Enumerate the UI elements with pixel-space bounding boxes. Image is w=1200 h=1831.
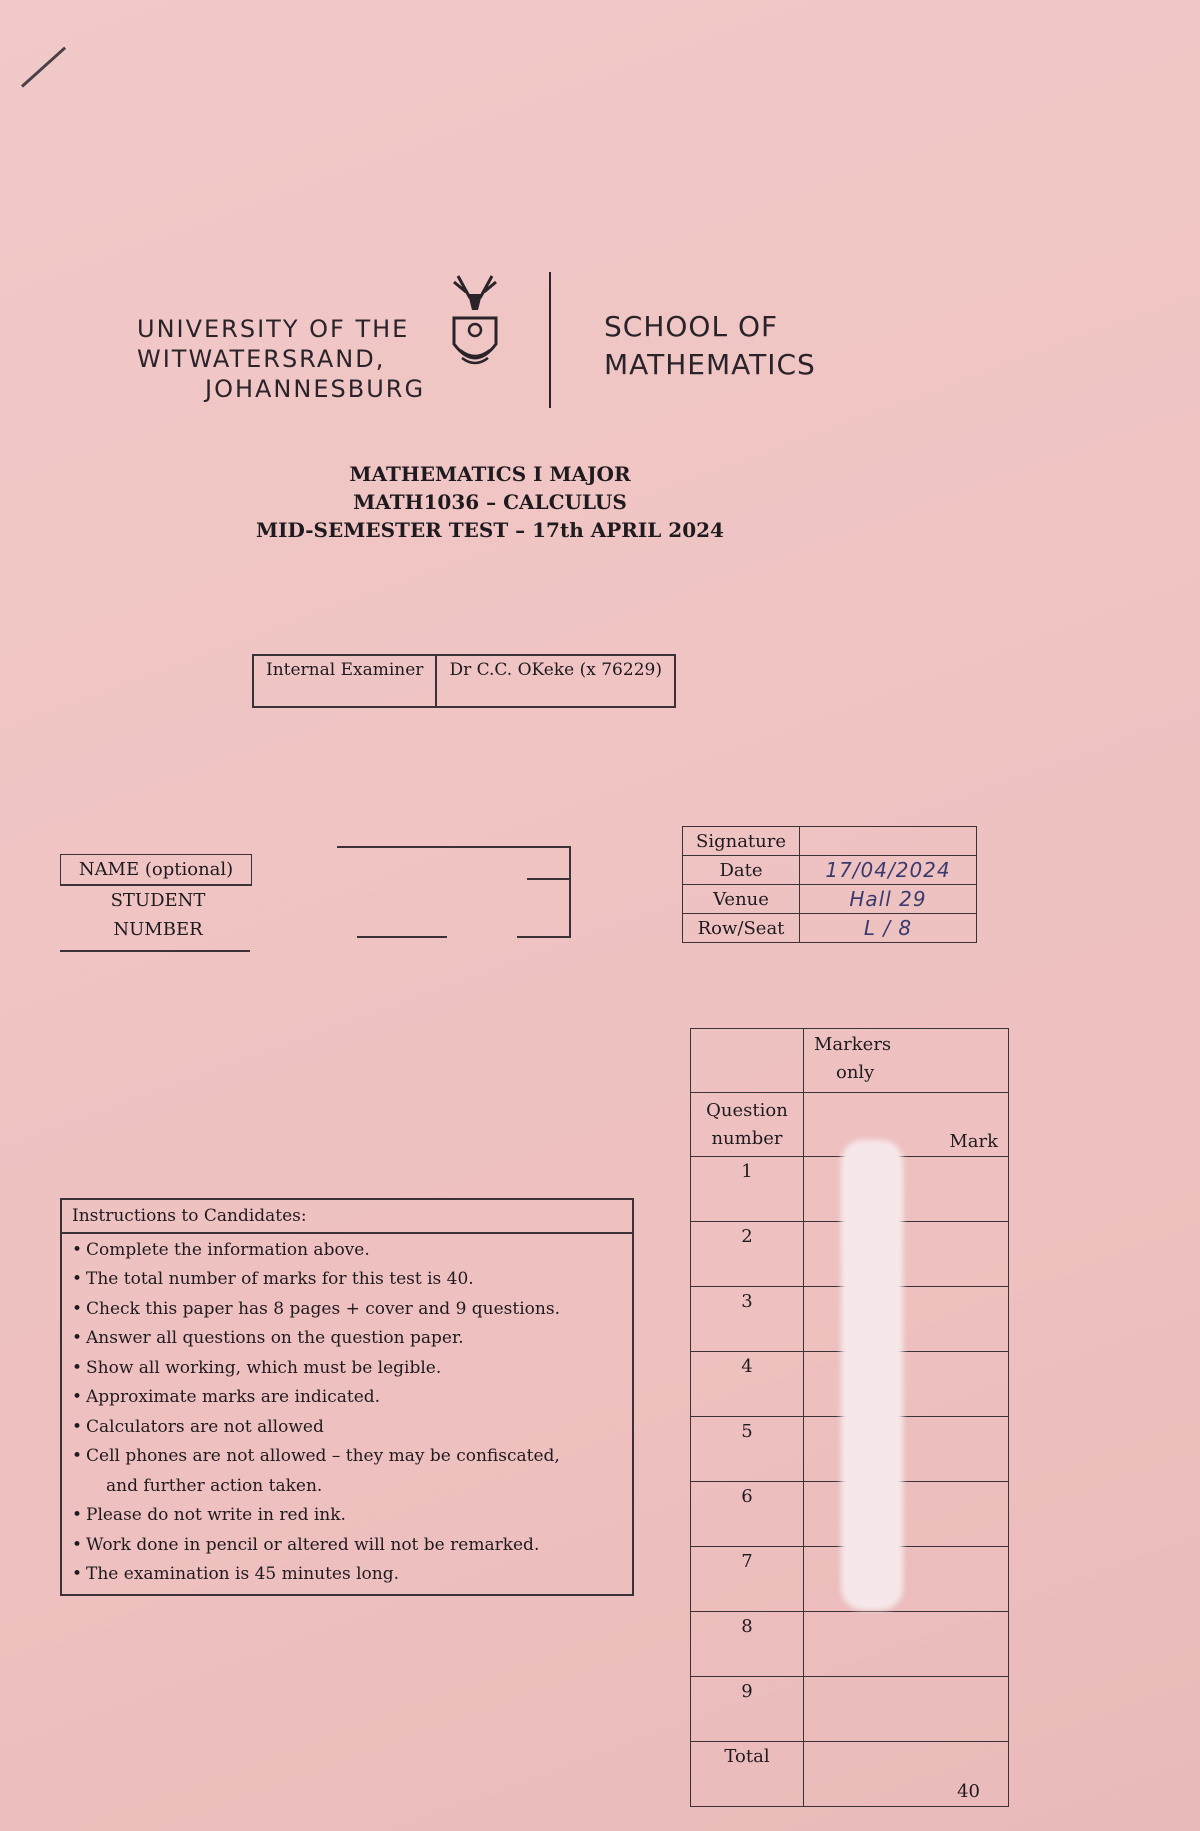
mark-cell[interactable] bbox=[804, 1612, 1009, 1677]
instructions-box bbox=[60, 1198, 634, 1596]
redaction-mark bbox=[841, 1140, 903, 1610]
markers-corner bbox=[691, 1029, 804, 1093]
row-seat-label: Row/Seat bbox=[683, 914, 800, 943]
instruction-item: • Please do not write in red ink. bbox=[72, 1501, 622, 1531]
question-header-line-2: number bbox=[711, 1128, 783, 1149]
row-seat-value[interactable]: L / 8 bbox=[800, 914, 977, 943]
school-name bbox=[604, 308, 816, 384]
total-label: Total bbox=[691, 1742, 804, 1807]
course-code: MATH1036 – CALCULUS bbox=[353, 490, 627, 514]
question-number-cell: 7 bbox=[691, 1547, 804, 1612]
school-line-1: SCHOOL OF bbox=[604, 310, 779, 343]
instruction-item: • Check this paper has 8 pages + cover and 9 questions. bbox=[72, 1295, 622, 1325]
signature-label: Signature bbox=[683, 827, 800, 856]
mark-cell[interactable] bbox=[804, 1287, 1009, 1352]
university-line-1: UNIVERSITY OF THE bbox=[137, 315, 410, 343]
mark-cell[interactable] bbox=[804, 1222, 1009, 1287]
venue-value[interactable]: Hall 29 bbox=[800, 885, 977, 914]
instruction-item: • Calculators are not allowed bbox=[72, 1413, 622, 1443]
mark-header: Mark bbox=[804, 1093, 1009, 1157]
school-line-2: MATHEMATICS bbox=[604, 348, 816, 381]
course-title: MATHEMATICS I MAJOR bbox=[349, 462, 631, 486]
instruction-item: • Approximate marks are indicated. bbox=[72, 1383, 622, 1413]
mark-cell[interactable] bbox=[804, 1417, 1009, 1482]
examiner-label: Internal Examiner bbox=[253, 655, 436, 707]
number-label: NUMBER bbox=[113, 919, 203, 940]
total-value: 40 bbox=[804, 1742, 1009, 1807]
student-label: STUDENT bbox=[110, 890, 206, 911]
markers-header bbox=[804, 1029, 1009, 1093]
header-divider bbox=[549, 272, 551, 408]
venue-label: Venue bbox=[683, 885, 800, 914]
question-number-cell: 2 bbox=[691, 1222, 804, 1287]
question-number-cell: 4 bbox=[691, 1352, 804, 1417]
examiner-value: Dr C.C. OKeke (x 76229) bbox=[436, 655, 675, 707]
question-number-header bbox=[691, 1093, 804, 1157]
pencil-mark bbox=[21, 47, 66, 88]
name-label: NAME (optional) bbox=[60, 854, 252, 886]
question-number-cell: 1 bbox=[691, 1157, 804, 1222]
instruction-item: • Cell phones are not allowed – they may be confiscated, and further action taken. bbox=[72, 1442, 622, 1501]
question-number-cell: 9 bbox=[691, 1677, 804, 1742]
signature-table bbox=[682, 826, 977, 943]
university-line-2: WITWATERSRAND, bbox=[137, 345, 386, 373]
mark-cell[interactable] bbox=[804, 1677, 1009, 1742]
label-underline bbox=[60, 950, 250, 952]
question-header-line-1: Question bbox=[706, 1100, 788, 1121]
student-labels bbox=[60, 854, 256, 952]
student-number-field[interactable] bbox=[337, 846, 571, 938]
instruction-item: • Show all working, which must be legible. bbox=[72, 1354, 622, 1384]
instruction-item: • Complete the information above. bbox=[72, 1236, 622, 1266]
instructions-list bbox=[62, 1234, 632, 1594]
question-number-cell: 6 bbox=[691, 1482, 804, 1547]
mark-cell[interactable] bbox=[804, 1352, 1009, 1417]
examiner-table bbox=[252, 654, 676, 708]
instruction-item: • The examination is 45 minutes long. bbox=[72, 1560, 622, 1590]
test-title: MID-SEMESTER TEST – 17th APRIL 2024 bbox=[256, 518, 724, 542]
mark-cell[interactable] bbox=[804, 1547, 1009, 1612]
markers-header-line-2: only bbox=[836, 1062, 875, 1083]
markers-header-line-1: Markers bbox=[814, 1034, 892, 1055]
instruction-item: • Answer all questions on the question paper. bbox=[72, 1324, 622, 1354]
test-titles bbox=[0, 460, 980, 544]
date-value[interactable]: 17/04/2024 bbox=[800, 856, 977, 885]
mark-cell[interactable] bbox=[804, 1482, 1009, 1547]
mark-cell[interactable] bbox=[804, 1157, 1009, 1222]
signature-value[interactable] bbox=[800, 827, 977, 856]
instructions-heading: Instructions to Candidates: bbox=[62, 1200, 632, 1234]
instruction-continuation: and further action taken. bbox=[106, 1475, 323, 1496]
instruction-item: • The total number of marks for this test is 40. bbox=[72, 1265, 622, 1295]
university-name bbox=[137, 314, 425, 404]
question-number-cell: 3 bbox=[691, 1287, 804, 1352]
university-line-3: JOHANNESBURG bbox=[205, 375, 426, 403]
question-number-cell: 8 bbox=[691, 1612, 804, 1677]
instruction-item: • Work done in pencil or altered will not be remarked. bbox=[72, 1531, 622, 1561]
question-number-cell: 5 bbox=[691, 1417, 804, 1482]
university-crest-icon bbox=[448, 272, 502, 384]
date-label: Date bbox=[683, 856, 800, 885]
